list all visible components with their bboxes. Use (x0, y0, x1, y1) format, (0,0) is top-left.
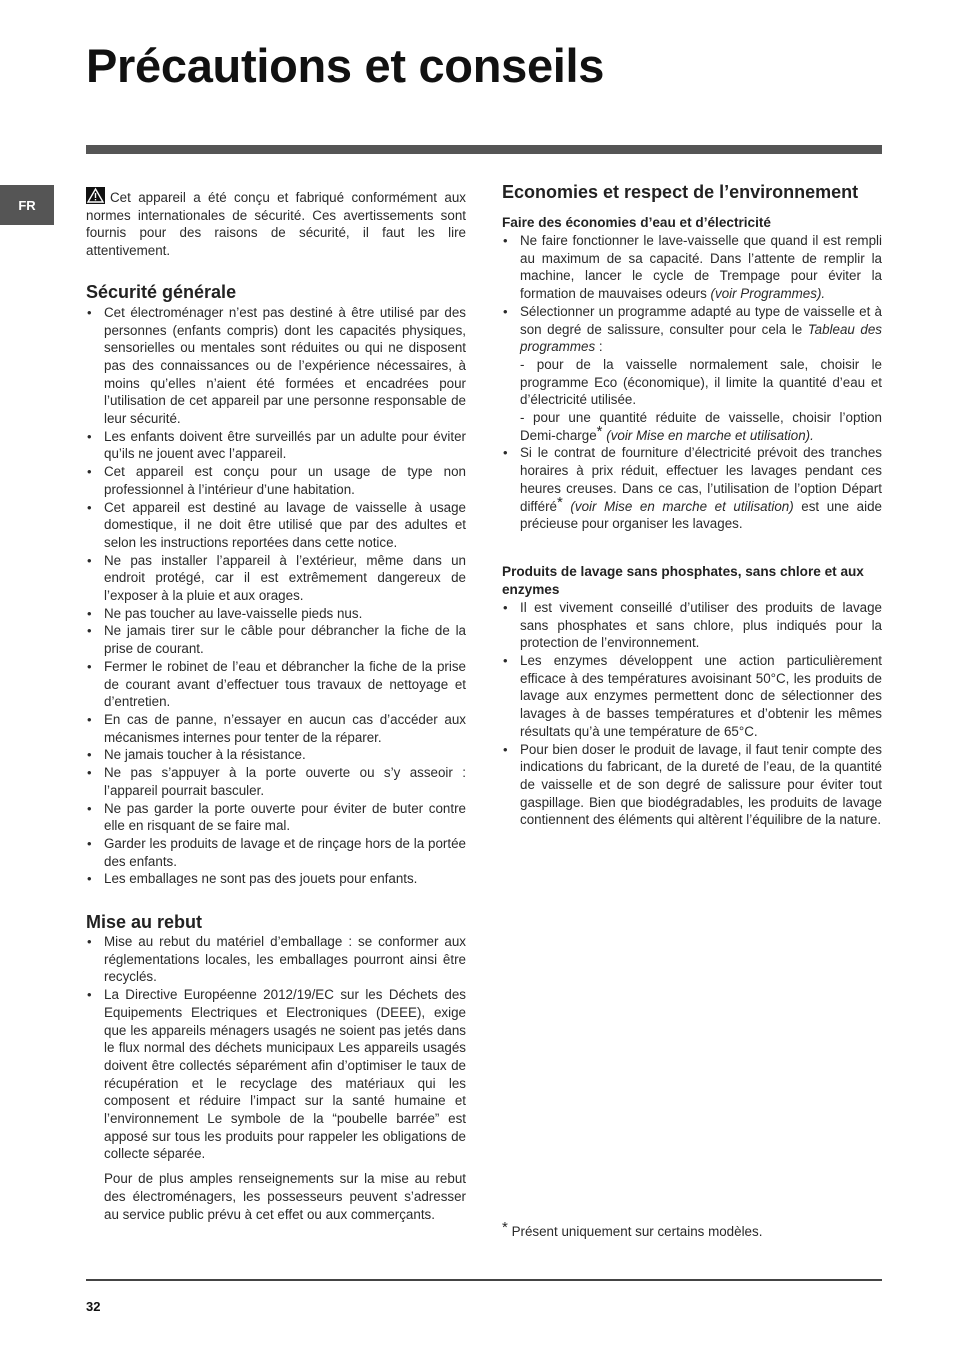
rebut-note: Pour de plus amples renseignements sur la mise au rebut des électroménagers, les possesseurs peuvent s’adresser au service public prévu à cet effet ou aux commerçants. (104, 1171, 466, 1222)
rebut-list (86, 933, 466, 1163)
list-item (502, 232, 882, 303)
list-item: • Mise au rebut du matériel d’emballage : se conformer aux réglementations locales, les emballages pourront ainsi être recyclés. (86, 933, 466, 986)
list-item (502, 444, 882, 533)
asterisk: * (502, 1219, 508, 1236)
economies-list (502, 232, 882, 533)
list-item (502, 303, 882, 445)
subheading-produits-lavage: Produits de lavage sans phosphates, sans chlore et aux enzymes (502, 563, 864, 597)
item-text: Si le contrat de fourniture d’électricité prévoit des tranches horaires à prix réduit, effectuer les lavages pendant ces heures creuses. Dans ce cas, l’utilisation de l’option Départ différé (520, 445, 882, 514)
item-reference: (voir Mise en marche et utilisation). (606, 427, 814, 443)
left-column (86, 187, 466, 1223)
item-text: est une aide précieuse pour organiser les lavages. (520, 498, 882, 532)
item-text: : (595, 339, 603, 355)
list-item: • Ne pas toucher au lave-vaisselle pieds nus. (86, 605, 466, 623)
page-title: Précautions et conseils (86, 39, 605, 92)
list-item: • Ne pas installer l’appareil à l’extérieur, même dans un endroit protégé, car il est extrêmement dangereux de l’exposer à la pluie et aux orages. (86, 552, 466, 605)
item-reference: (voir Programmes). (710, 286, 826, 302)
list-item: • Cet appareil est destiné au lavage de vaisselle à usage domestique, il ne doit être utilisé que par des adultes et selon les instructions reportées dans cette notice. (86, 499, 466, 552)
item-text: - pour une quantité réduite de vaisselle, choisir l’option Demi-charge (520, 410, 882, 443)
title-divider (86, 145, 882, 154)
list-item: • Ne jamais tirer sur le câble pour débrancher la fiche de la prise de courant. (86, 622, 466, 657)
list-item: • Les enzymes développent une action particulièrement efficace à des températures avoisinant 50°C, les produits de lavage aux enzymes permettent donc de sélectionner des lavages à de basses températures et d’obtenir les mêmes résultats qu’à une température de 65°C. (502, 652, 882, 741)
item-reference: Tableau des programmes (520, 321, 882, 355)
intro-paragraph (86, 187, 466, 260)
list-item: • Ne pas garder la porte ouverte pour éviter de buter contre elle en risquant de se faire mal. (86, 800, 466, 835)
list-item: • Fermer le robinet de l’eau et débrancher la fiche de la prise de courant avant d’effectuer tous travaux de nettoyage et d’entretien. (86, 658, 466, 711)
item-reference: (voir Mise en marche et utilisation) (570, 498, 794, 514)
asterisk: * (596, 422, 603, 440)
warning-icon (86, 187, 105, 204)
list-item: • Ne pas s’appuyer à la porte ouverte ou s’y asseoir : l’appareil pourrait basculer. (86, 764, 466, 799)
list-item: • Cet appareil est conçu pour un usage de type non professionnel à l’intérieur d’une habitation. (86, 463, 466, 498)
subheading-eau-electricite: Faire des économies d’eau et d’électricité (502, 215, 771, 230)
footer-divider (86, 1279, 882, 1281)
item-text: Ne faire fonctionner le lave-vaisselle que quand il est rempli au maximum de sa capacité. Dans l’attente de remplir la machine, lancer le cycle de Trempage pour éviter la formation de mauvaises odeurs (520, 233, 882, 302)
right-column (502, 181, 882, 829)
section-heading-securite: Sécurité générale (86, 281, 237, 302)
footnote-text: Présent uniquement sur certains modèles. (511, 1224, 763, 1239)
list-item: • Pour bien doser le produit de lavage, il faut tenir compte des indications du fabricant, de la dureté de l’eau, de la quantité de vaisselle et de son degré de salissure pour éviter tout gaspillage. Bien que biodégradables, les produits de lavage contiennent des éléments qui altèrent l’équilibre de la nature. (502, 741, 882, 830)
intro-text: Cet appareil a été conçu et fabriqué conformément aux normes internationales de sécurité. Ces avertissements sont fournis pour des raisons de sécurité, il faut les lire attentivement. (86, 190, 466, 259)
sub-item: - pour de la vaisselle normalement sale, choisir le programme Eco (économique), il limite la quantité d’eau et d’électricité utilisée. (520, 356, 882, 408)
list-item: • Les emballages ne sont pas des jouets pour enfants. (86, 870, 466, 888)
language-tab: FR (0, 185, 54, 225)
list-item: • Les enfants doivent être surveillés par un adulte pour éviter qu’ils ne jouent avec l’appareil. (86, 428, 466, 463)
list-item: • Garder les produits de lavage et de rinçage hors de la portée des enfants. (86, 835, 466, 870)
produits-list (502, 599, 882, 829)
list-item: • Ne jamais toucher à la résistance. (86, 746, 466, 764)
list-item: • La Directive Européenne 2012/19/EC sur les Déchets des Equipements Electriques et Electroniques (DEEE), exige que les appareils ménagers usagés ne soient pas jetés dans le flux normal des déchets municipaux Les appareils usagés doivent être collectés séparément afin d’optimiser le taux de récupération et le recyclage des matériaux qui les composent et réduire l’impact sur la santé humaine et l’environnement Le symbole de la “poubelle barrée” est apposé sur tous les produits pour rappeler les obligations de collecte séparée. (86, 986, 466, 1163)
list-item: • Il est vivement conseillé d’utiliser des produits de lavage sans phosphates et sans chlore, plus indiqués pour la protection de l’environnement. (502, 599, 882, 652)
footnote (502, 1219, 763, 1239)
section-heading-economies: Economies et respect de l’environnement (502, 182, 859, 202)
section-heading-rebut: Mise au rebut (86, 912, 203, 933)
securite-list (86, 304, 466, 888)
item-text: Sélectionner un programme adapté au type de vaisselle et à son degré de salissure, consulter pour cela le (520, 303, 882, 337)
page-number: 32 (86, 1299, 101, 1314)
asterisk: * (556, 493, 563, 511)
sub-item (520, 409, 882, 444)
list-item: • Cet électroménager n’est pas destiné à être utilisé par des personnes (enfants compris) dont les capacités physiques, sensorielles ou mentales sont réduites ou qui ne disposent pas des connaissances ou de l’expérience nécessaires, à moins qu’elles n’aient été formées et encadrées pour l’utilisation de cet appareil par une personne responsable de leur sécurité. (86, 304, 466, 428)
list-item: • En cas de panne, n’essayer en aucun cas d’accéder aux mécanismes internes pour tenter de la réparer. (86, 711, 466, 746)
